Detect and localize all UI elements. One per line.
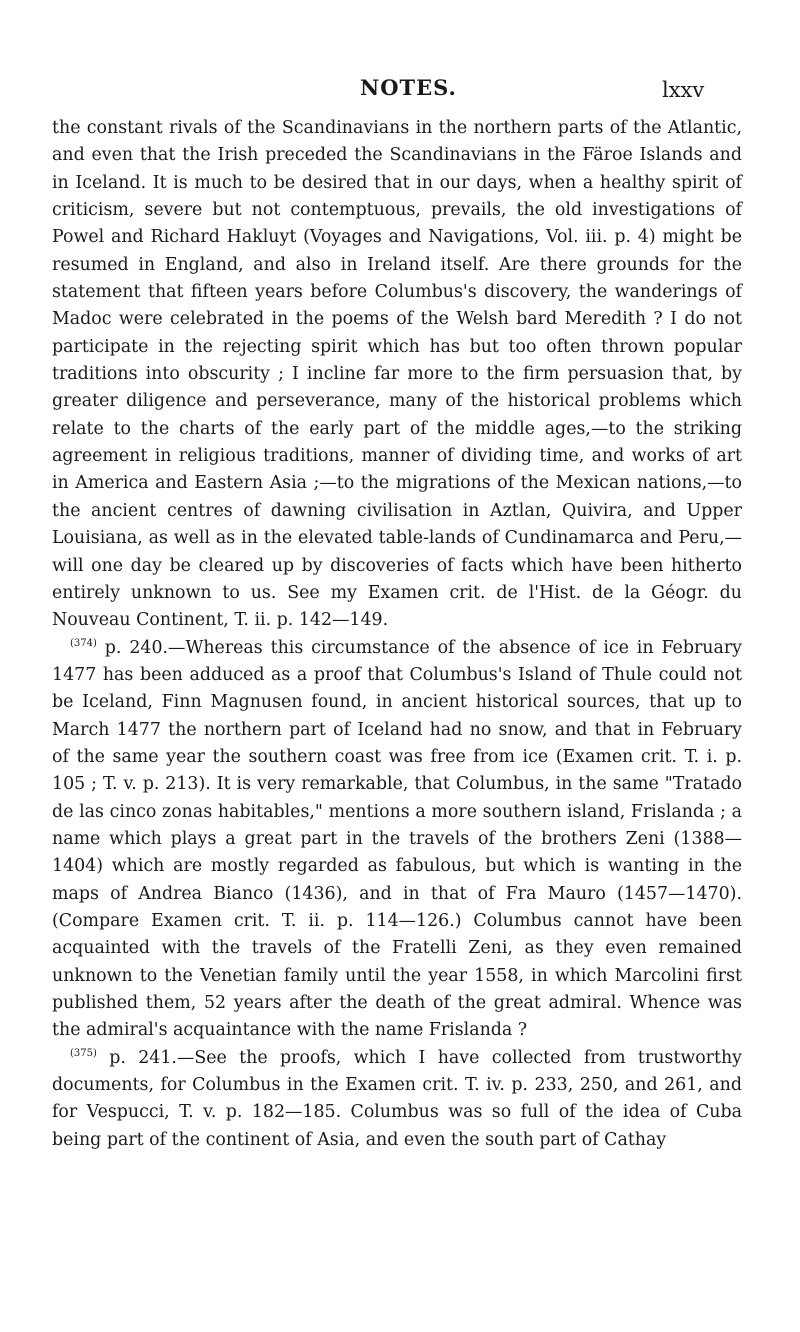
footnote-text: p. 241.—See the proofs, which I have collected from trustworthy documents, for Columbus in the Examen crit. T. iv. p. 233, 250, and 261, and for Vespucci, T. v. p. 182—185. Columbus was so full of the idea of Cuba being part of the continent of Asia, and even the south part of Cathay [52, 1047, 742, 1150]
body-text [52, 115, 742, 1154]
paragraph-continuation: the constant rivals of the Scandinavians in the northern parts of the Atlantic, and even that the Irish preceded the Scandinavians in the Färoe Islands and in Iceland. It is much to be desired that in our days, when a healthy spirit of criticism, severe but not contemptuous, prevails, the old investigations of Powel and Richard Hakluyt (Voyages and Navigations, Vol. iii. p. 4) might be resumed in England, and also in Ireland itself. Are there grounds for the statement that fifteen years before Columbus's discovery, the wanderings of Madoc were celebrated in the poems of the Welsh bard Meredith ? I do not participate in the rejecting spirit which has but too often thrown popular traditions into obscurity ; I incline far more to the firm persuasion that, by greater diligence and perseverance, many of the historical problems which relate to the charts of the early part of the middle ages,—to the striking agreement in religious traditions, manner of dividing time, and works of art in America and Eastern Asia ;—to the migrations of the Mexican nations,—to the ancient centres of dawning civilisation in Aztlan, Quivira, and Upper Louisiana, as well as in the elevated table-lands of Cundinamarca and Peru,—will one day be cleared up by discoveries of facts which have been hitherto entirely unknown to us. See my Examen crit. de l'Hist. de la Géogr. du Nouveau Continent, T. ii. p. 142—149. [52, 118, 742, 631]
footnote-text: p. 240.—Whereas this circumstance of the absence of ice in February 1477 has been adduced as a proof that Columbus's Island of Thule could not be Iceland, Finn Magnusen found, in ancient historical sources, that up to March 1477 the northern part of Iceland had no snow, and that in February of the same year the southern coast was free from ice (Examen crit. T. i. p. 105 ; T. v. p. 213). It is very remarkable, that Columbus, in the same "Tratado de las cinco zonas habitables," mentions a more southern island, Frislanda ; a name which plays a great part in the travels of the brothers Zeni (1388—1404) which are mostly regarded as fabulous, but which is wanting in the maps of Andrea Bianco (1436), and in that of Fra Mauro (1457—1470). (Compare Examen crit. T. ii. p. 114—126.) Columbus cannot have been acquainted with the travels of the Fratelli Zeni, as they even remained unknown to the Venetian family until the year 1558, in which Marcolini first published them, 52 years after the death of the great admiral. Whence was the admiral's acquaintance with the name Frislanda ? [52, 637, 742, 1041]
running-head [0, 45, 800, 102]
note-number: (375) [70, 1047, 97, 1059]
page-number: lxxv [662, 78, 705, 102]
page-header-title: NOTES. [360, 75, 457, 100]
footnote-374 [52, 635, 742, 1045]
footnote-375 [52, 1045, 742, 1154]
note-number: (374) [70, 637, 97, 649]
